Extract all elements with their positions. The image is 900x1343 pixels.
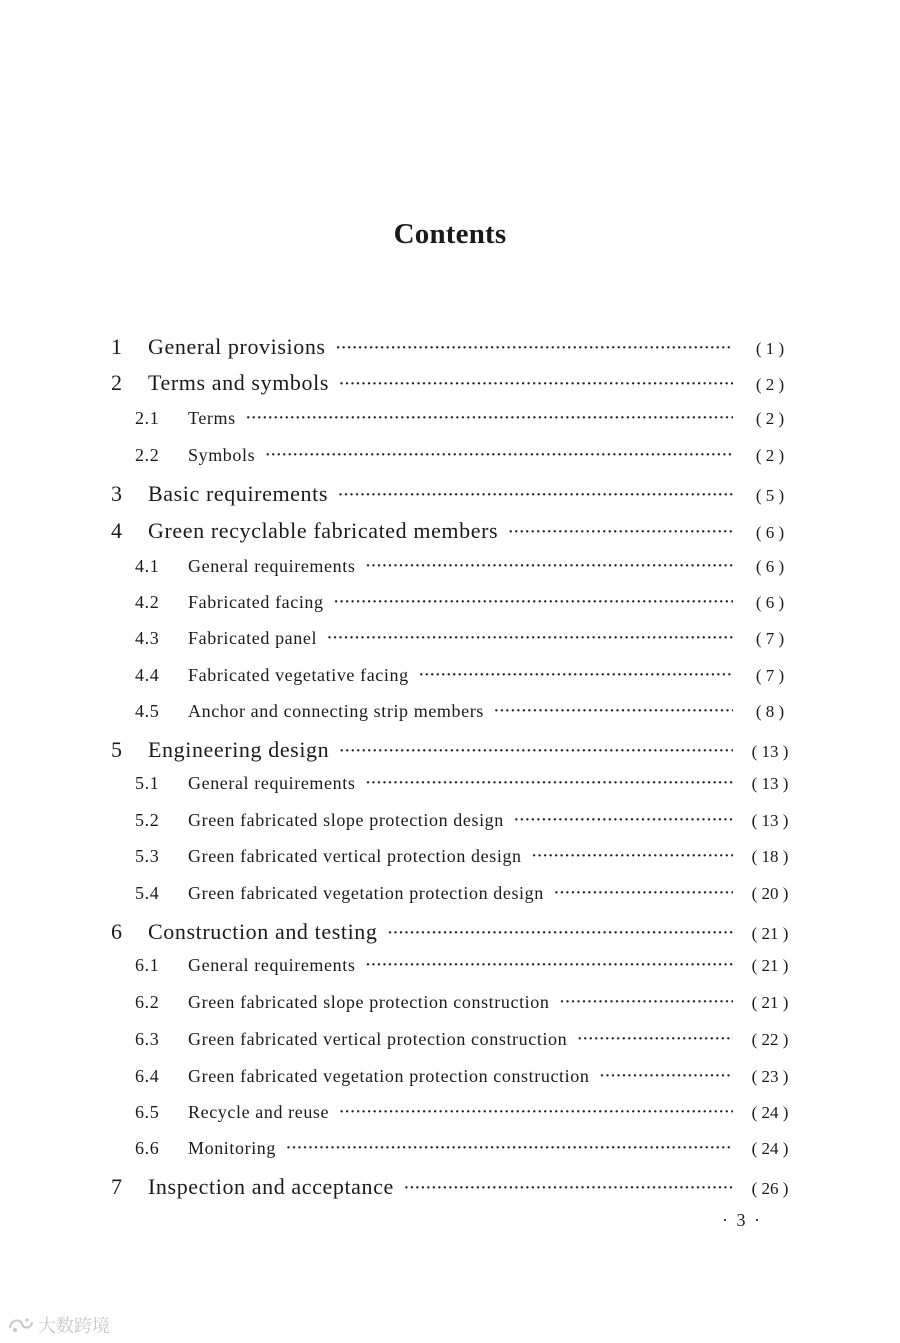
- toc-entry-number: 6.4: [135, 1066, 160, 1086]
- toc-entry-page-value: 21: [761, 993, 779, 1012]
- toc-entry-title: Fabricated facing: [188, 592, 324, 612]
- toc-entry: [135, 883, 795, 913]
- toc-entry-page: ( 13 ): [751, 774, 789, 793]
- toc-entry-page-value: 23: [761, 1067, 779, 1086]
- toc-entry-number: 2.2: [135, 445, 160, 465]
- toc-entry-number: 6.5: [135, 1102, 160, 1122]
- toc-entry-title: Green fabricated vertical protection construction: [188, 1029, 568, 1049]
- toc-entry-title: Monitoring: [188, 1138, 277, 1158]
- toc-entry-number: 7: [111, 1174, 123, 1199]
- toc-entry-title: Fabricated vegetative facing: [188, 665, 409, 685]
- toc-entry-page-value: 8: [765, 702, 775, 721]
- toc-entry-page-value: 7: [765, 666, 775, 685]
- toc-entry-title: Basic requirements: [148, 481, 329, 506]
- toc-entry-page-value: 26: [761, 1179, 779, 1198]
- dot-leader: [365, 775, 733, 792]
- toc-entry-number: 4.2: [135, 592, 160, 612]
- toc-entry-number: 5.1: [135, 773, 160, 793]
- toc-entry-title: Green fabricated slope protection design: [188, 810, 504, 830]
- toc-entry-page-value: 1: [765, 339, 775, 358]
- toc-entry: [135, 1138, 795, 1168]
- toc-entry-page: ( 7 ): [755, 629, 785, 648]
- toc-entry-title: Construction and testing: [148, 919, 378, 944]
- dot-leader: [419, 667, 733, 684]
- toc-entry-number: 6: [111, 919, 123, 944]
- toc-entry-title: Green fabricated vegetation protection design: [188, 883, 544, 903]
- toc-entry: [135, 1029, 795, 1059]
- toc-entry-page-value: 24: [761, 1139, 779, 1158]
- toc-entry: [135, 628, 795, 658]
- dot-leader: [339, 1104, 733, 1121]
- toc-entry-page: ( 6 ): [755, 593, 785, 612]
- toc-entry-page-value: 18: [761, 847, 779, 866]
- dot-leader: [339, 743, 733, 760]
- toc-entry-title: Green fabricated vertical protection design: [188, 846, 522, 866]
- toc-entry-page-value: 13: [761, 811, 779, 830]
- toc-entry-page: ( 7 ): [755, 666, 785, 685]
- dot-leader: [494, 703, 733, 720]
- toc-entry-title: Terms and symbols: [148, 370, 329, 395]
- toc-entry-page: ( 24 ): [751, 1103, 789, 1122]
- toc-entry-page: ( 2 ): [755, 375, 785, 394]
- toc-entry-page: ( 6 ): [755, 523, 785, 542]
- dot-leader: [338, 487, 733, 504]
- toc-entry-page-value: 6: [765, 593, 775, 612]
- toc-entry-title: Inspection and acceptance: [148, 1174, 394, 1199]
- toc-entry-number: 5.2: [135, 810, 160, 830]
- toc-entry-title: Recycle and reuse: [188, 1102, 330, 1122]
- dot-leader: [365, 957, 733, 974]
- toc-entry-page-value: 21: [761, 924, 779, 943]
- dot-leader: [286, 1140, 733, 1157]
- toc-entry-page: ( 2 ): [755, 409, 785, 428]
- toc-entry-number: 2.1: [135, 408, 160, 428]
- dot-leader: [404, 1180, 733, 1197]
- toc-entry-title: General provisions: [148, 334, 326, 359]
- dot-leader: [514, 812, 733, 829]
- toc-entry-page-value: 21: [761, 956, 779, 975]
- toc-entry-number: 3: [111, 481, 123, 506]
- dot-leader: [554, 885, 733, 902]
- toc-entry: [111, 334, 795, 364]
- toc-entry-number: 6.3: [135, 1029, 160, 1049]
- toc-entry: [135, 955, 795, 985]
- toc-entry-page-value: 7: [765, 629, 775, 648]
- toc-entry-page: ( 22 ): [751, 1030, 789, 1049]
- toc-entry: [135, 592, 795, 622]
- toc-entry-page: ( 24 ): [751, 1139, 789, 1158]
- toc-entry-number: 5.4: [135, 883, 160, 903]
- toc-entry: [111, 737, 795, 767]
- toc-entry-number: 5: [111, 737, 123, 762]
- toc-entry-page: ( 2 ): [755, 446, 785, 465]
- toc-entry: [135, 773, 795, 803]
- toc-entry-page-value: 2: [765, 375, 775, 394]
- toc-entry-page: ( 26 ): [751, 1179, 789, 1198]
- dot-leader: [336, 340, 733, 357]
- toc-entry-page-value: 6: [765, 523, 775, 542]
- toc-entry-title: General requirements: [188, 955, 356, 975]
- toc-entry-title: Green fabricated slope protection construction: [188, 992, 550, 1012]
- toc-entry: [111, 1174, 795, 1204]
- dot-leader: [327, 630, 733, 647]
- toc-entry-page-value: 2: [765, 446, 775, 465]
- dot-leader: [365, 558, 733, 575]
- toc-entry: [111, 518, 795, 548]
- page-number: · 3 ·: [722, 1210, 762, 1230]
- toc-entry-page: ( 13 ): [751, 742, 789, 761]
- dot-leader: [559, 994, 733, 1011]
- toc-entry-title: Anchor and connecting strip members: [188, 701, 484, 721]
- toc-entry: [135, 408, 795, 438]
- toc-entry: [135, 701, 795, 731]
- toc-entry: [135, 992, 795, 1022]
- watermark: [6, 1312, 110, 1338]
- toc-entry-page: ( 18 ): [751, 847, 789, 866]
- toc-entry-number: 5.3: [135, 846, 160, 866]
- toc-entry-page: ( 21 ): [751, 924, 789, 943]
- toc-entry: [135, 846, 795, 876]
- toc-entry: [135, 665, 795, 695]
- dot-leader: [532, 848, 733, 865]
- toc-entry-title: General requirements: [188, 556, 356, 576]
- toc-entry-number: 2: [111, 370, 123, 395]
- toc-entry-page-value: 2: [765, 409, 775, 428]
- toc-entry: [111, 919, 795, 949]
- toc-entry-page: ( 23 ): [751, 1067, 789, 1086]
- toc-entry-page-value: 20: [761, 884, 779, 903]
- toc-entry-number: 1: [111, 334, 123, 359]
- toc-entry-title: Symbols: [188, 445, 256, 465]
- dot-leader: [334, 594, 733, 611]
- dot-leader: [265, 447, 733, 464]
- toc-entry-title: Green fabricated vegetation protection construction: [188, 1066, 590, 1086]
- toc-entry: [135, 810, 795, 840]
- toc-entry-page-value: 22: [761, 1030, 779, 1049]
- dot-leader: [388, 925, 734, 942]
- toc-entry: [111, 370, 795, 400]
- dot-leader: [577, 1031, 733, 1048]
- toc-entry-number: 6.6: [135, 1138, 160, 1158]
- toc-entry-page: ( 21 ): [751, 993, 789, 1012]
- toc-entry-number: 4.4: [135, 665, 160, 685]
- toc-entry-page: ( 5 ): [755, 486, 785, 505]
- dot-leader: [508, 524, 733, 541]
- toc-entry-page-value: 13: [761, 774, 779, 793]
- toc-entry: [135, 445, 795, 475]
- watermark-text: 大数跨境: [38, 1316, 110, 1337]
- toc-entry-number: 4: [111, 518, 123, 543]
- dot-leader: [599, 1068, 733, 1085]
- toc-entry-number: 6.1: [135, 955, 160, 975]
- toc-entry-number: 4.1: [135, 556, 160, 576]
- toc-entry-page: ( 1 ): [755, 339, 785, 358]
- toc-entry-page: ( 21 ): [751, 956, 789, 975]
- toc-entry-number: 4.5: [135, 701, 160, 721]
- toc-entry-title: Fabricated panel: [188, 628, 318, 648]
- toc-entry-page-value: 6: [765, 557, 775, 576]
- toc-entry-number: 6.2: [135, 992, 160, 1012]
- toc-entry-page-value: 24: [761, 1103, 779, 1122]
- toc-entry-page-value: 13: [761, 742, 779, 761]
- toc-entry: [111, 481, 795, 511]
- toc-entry-title: General requirements: [188, 773, 356, 793]
- watermark-logo-icon: [6, 1314, 36, 1336]
- toc-entry-number: 4.3: [135, 628, 160, 648]
- toc-entry-page: ( 13 ): [751, 811, 789, 830]
- toc-entry-page: ( 20 ): [751, 884, 789, 903]
- page-title: Contents: [393, 218, 507, 250]
- dot-leader: [339, 376, 733, 393]
- toc-entry-title: Engineering design: [148, 737, 330, 762]
- toc-entry-page-value: 5: [765, 486, 775, 505]
- toc-entry: [135, 556, 795, 586]
- dot-leader: [246, 410, 733, 427]
- toc-entry-title: Green recyclable fabricated members: [148, 518, 499, 543]
- toc-entry-page: ( 8 ): [755, 702, 785, 721]
- toc-entry: [135, 1102, 795, 1132]
- toc-entry-page: ( 6 ): [755, 557, 785, 576]
- toc-entry: [135, 1066, 795, 1096]
- toc-entry-title: Terms: [188, 408, 236, 428]
